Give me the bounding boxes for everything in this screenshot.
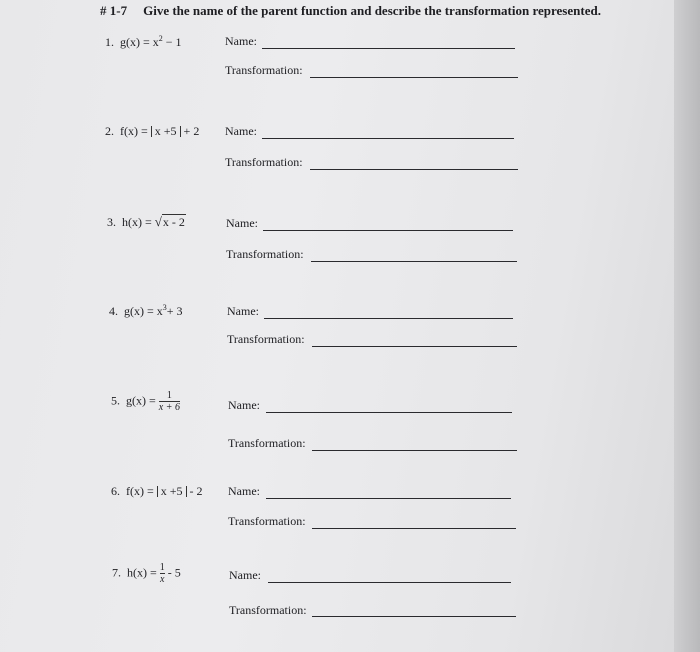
problem-number: 7. bbox=[112, 565, 121, 580]
transformation-answer-line[interactable] bbox=[311, 261, 517, 262]
name-answer-line[interactable] bbox=[264, 318, 513, 319]
expr-rhs: − 1 bbox=[162, 35, 182, 49]
radical-sign: √ bbox=[154, 214, 162, 229]
problem-2-expression bbox=[105, 124, 199, 139]
expr-rhs: + 2 bbox=[180, 124, 200, 138]
name-answer-line[interactable] bbox=[266, 412, 512, 413]
expr-lhs: h(x) = bbox=[122, 215, 155, 229]
name-label: Name: bbox=[229, 568, 261, 582]
transformation-answer-line[interactable] bbox=[312, 346, 517, 347]
expr-rhs: - 2 bbox=[186, 484, 203, 498]
name-answer-line[interactable] bbox=[266, 498, 511, 499]
name-label: Name: bbox=[225, 34, 257, 48]
transformation-answer-line[interactable] bbox=[312, 528, 516, 529]
name-answer-line[interactable] bbox=[263, 230, 513, 231]
expr-lhs: f(x) = bbox=[120, 124, 151, 138]
fraction bbox=[159, 390, 180, 413]
instructions: Give the name of the parent function and describe the transformation represented. bbox=[143, 3, 601, 18]
transformation-label: Transformation: bbox=[229, 603, 307, 617]
name-label: Name: bbox=[228, 398, 260, 412]
expr-lhs: g(x) = x bbox=[124, 304, 163, 318]
transformation-answer-line[interactable] bbox=[310, 77, 518, 78]
problem-5-expression bbox=[111, 390, 180, 413]
transformation-label: Transformation: bbox=[226, 247, 304, 261]
fraction-denominator: x bbox=[160, 574, 165, 585]
transformation-answer-line[interactable] bbox=[312, 616, 516, 617]
problem-range: # 1-7 bbox=[100, 3, 128, 18]
problem-1-expression bbox=[105, 34, 182, 50]
name-answer-line[interactable] bbox=[262, 138, 514, 139]
problem-number: 2. bbox=[105, 124, 114, 138]
transformation-label: Transformation: bbox=[225, 63, 303, 77]
expr-rhs: + 3 bbox=[166, 304, 183, 318]
name-label: Name: bbox=[226, 216, 258, 230]
worksheet-header bbox=[100, 3, 601, 19]
name-label: Name: bbox=[227, 304, 259, 318]
problem-number: 1. bbox=[105, 35, 114, 49]
expr-lhs: g(x) = bbox=[126, 393, 159, 408]
expr-lhs: g(x) = x bbox=[120, 35, 159, 49]
name-label: Name: bbox=[225, 124, 257, 138]
transformation-label: Transformation: bbox=[227, 332, 305, 346]
fraction-numerator: 1 bbox=[166, 390, 172, 401]
problem-number: 3. bbox=[107, 215, 116, 229]
transformation-label: Transformation: bbox=[228, 436, 306, 450]
transformation-label: Transformation: bbox=[225, 155, 303, 169]
expr-rhs: - 5 bbox=[164, 565, 181, 580]
transformation-answer-line[interactable] bbox=[310, 169, 518, 170]
problem-4-expression bbox=[109, 303, 183, 319]
problem-number: 6. bbox=[111, 484, 120, 498]
problem-6-expression bbox=[111, 484, 203, 499]
expr-exponent: 3 bbox=[162, 303, 167, 312]
name-answer-line[interactable] bbox=[268, 582, 511, 583]
expr-exponent: 2 bbox=[158, 34, 163, 43]
fraction-numerator: 1 bbox=[159, 562, 165, 573]
absolute-value-expression: x +5 bbox=[151, 126, 181, 137]
expr-lhs: h(x) = bbox=[127, 565, 160, 580]
absolute-value-expression: x +5 bbox=[157, 486, 187, 497]
problem-number: 5. bbox=[111, 393, 120, 408]
transformation-answer-line[interactable] bbox=[312, 450, 517, 451]
radicand: x - 2 bbox=[162, 215, 185, 229]
transformation-label: Transformation: bbox=[228, 514, 306, 528]
problem-3-expression bbox=[107, 214, 186, 230]
page-edge-shadow bbox=[674, 0, 700, 652]
expr-lhs: f(x) = bbox=[126, 484, 157, 498]
name-label: Name: bbox=[228, 484, 260, 498]
name-answer-line[interactable] bbox=[262, 48, 515, 49]
fraction-denominator: x + 6 bbox=[158, 402, 180, 413]
problem-number: 4. bbox=[109, 304, 118, 318]
problem-7-expression bbox=[112, 562, 181, 585]
